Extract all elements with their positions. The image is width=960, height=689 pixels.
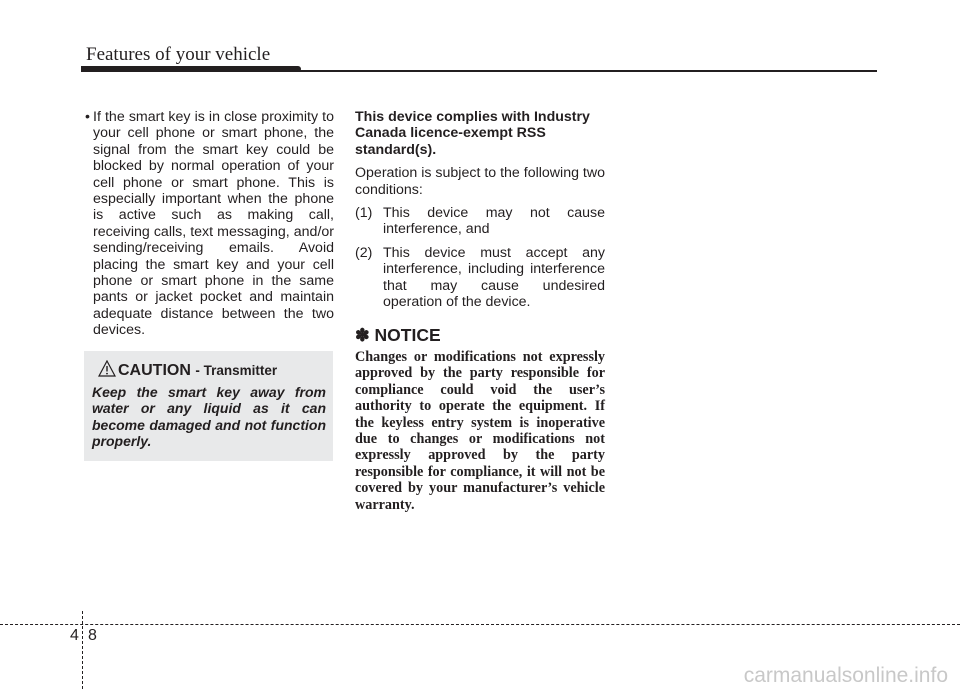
- page-number: 8: [88, 627, 97, 644]
- caution-label: CAUTION: [118, 362, 191, 379]
- bullet-dot-icon: •: [85, 109, 90, 125]
- list-item-number: (1): [355, 205, 373, 222]
- list-item-text: This device may not cause interference, and: [383, 205, 605, 238]
- notice-title: NOTICE: [374, 325, 441, 345]
- footer-dashed-rule: [0, 624, 960, 625]
- bullet-text: If the smart key is in close proximity to your cell phone or smart phone, the signal from the smart key could be blocked by normal operation of your cell phone or smart phone. This is especially important when the phone is active such as making call, receiving calls, text messaging, and/or sending/receiving emails. Avoid placing the smart key and your cell phone or smart phone in the same pants or jacket pocket and maintain adequate distance between the two devices.: [93, 109, 334, 339]
- left-column: [84, 109, 334, 339]
- caution-box: [84, 351, 333, 461]
- notice-symbol-icon: ✽: [355, 325, 370, 345]
- footer-dashed-divider: [82, 611, 83, 689]
- conditions-intro: Operation is subject to the following two conditions:: [355, 165, 605, 198]
- list-item: [355, 205, 605, 238]
- page-header-title: Features of your vehicle: [86, 44, 271, 65]
- bullet-paragraph: [84, 109, 334, 339]
- watermark: carmanualsonline.info: [743, 664, 948, 687]
- right-column: [355, 109, 605, 317]
- list-item: [355, 245, 605, 311]
- header-rule-thin: [81, 70, 877, 72]
- notice-heading: [355, 325, 441, 346]
- list-item-text: This device must accept any interference, including interference that may cause undesired operation of the device.: [383, 244, 605, 311]
- compliance-statement: This device complies with Industry Canada licence-exempt RSS standard(s).: [355, 109, 590, 158]
- list-item-number: (2): [355, 244, 373, 261]
- caution-heading: [118, 362, 277, 380]
- caution-body: Keep the smart key away from water or any liquid as it can become damaged and not function properly.: [92, 384, 326, 450]
- warning-triangle-icon: [98, 360, 116, 377]
- caution-subtitle: - Transmitter: [195, 363, 278, 378]
- chapter-number: 4: [70, 627, 79, 644]
- notice-body: Changes or modifications not expressly approved by the party responsible for compliance could void the user’s authority to operate the equipment. If the keyless entry system is inoperative due to changes or modifications not expressly approved by the party responsible for compliance, it will not be covered by your manufacturer’s vehicle warranty.: [355, 349, 605, 513]
